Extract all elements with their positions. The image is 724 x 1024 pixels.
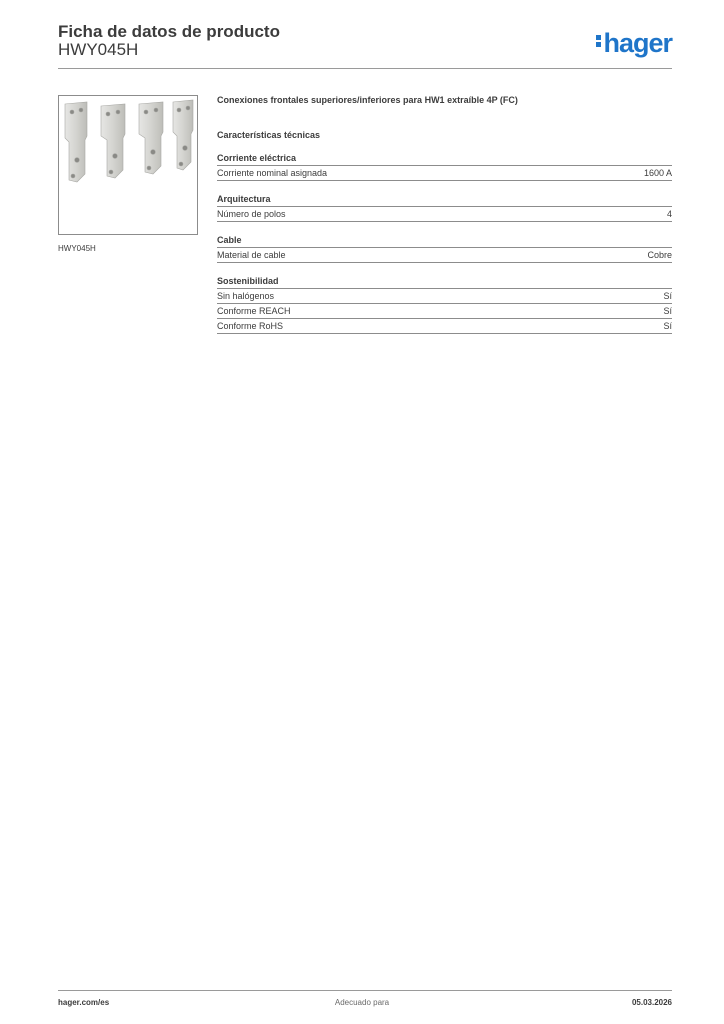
footer-date: 05.03.2026 xyxy=(631,998,672,1007)
bar-3 xyxy=(139,102,163,174)
spec-value: Sí xyxy=(663,321,672,331)
spec-row xyxy=(217,248,672,263)
group-title: Sostenibilidad xyxy=(217,276,672,289)
footer-center-text: Adecuado para xyxy=(334,998,390,1007)
group-title: Arquitectura xyxy=(217,194,672,207)
spec-value: Sí xyxy=(663,291,672,301)
bar-1 xyxy=(65,102,87,182)
footer-divider xyxy=(58,990,672,991)
footer-website-link[interactable]: hager.com/es xyxy=(58,998,110,1007)
spec-group-cable xyxy=(217,235,672,263)
group-title: Cable xyxy=(217,235,672,248)
spec-label: Material de cable xyxy=(217,250,286,260)
document-title: Ficha de datos de producto xyxy=(58,22,280,41)
spec-label: Conforme REACH xyxy=(217,306,291,316)
spec-label: Número de polos xyxy=(217,209,286,219)
header-divider xyxy=(58,68,672,69)
logo-dots-icon xyxy=(596,33,601,49)
spec-row xyxy=(217,207,672,222)
spec-row xyxy=(217,304,672,319)
spec-group-electric-current xyxy=(217,153,672,181)
spec-value: Cobre xyxy=(647,250,672,260)
spec-group-sustainability xyxy=(217,276,672,334)
spec-label: Corriente nominal asignada xyxy=(217,168,328,178)
spec-value: Sí xyxy=(663,306,672,316)
product-description: Conexiones frontales superiores/inferiores para HW1 extraíble 4P (FC) xyxy=(217,95,518,105)
spec-label: Sin halógenos xyxy=(217,291,275,301)
section-title: Características técnicas xyxy=(217,130,321,140)
bar-4 xyxy=(173,100,193,170)
spec-value: 4 xyxy=(666,209,672,219)
logo-text: hager xyxy=(603,28,672,58)
image-caption: HWY045H xyxy=(58,244,96,253)
spec-value: 1600 A xyxy=(643,168,672,178)
group-title: Corriente eléctrica xyxy=(217,153,672,166)
connector-bars-icon xyxy=(59,96,197,234)
product-code: HWY045H xyxy=(58,40,139,59)
spec-row xyxy=(217,319,672,334)
product-image xyxy=(58,95,198,235)
spec-group-architecture xyxy=(217,194,672,222)
spec-label: Conforme RoHS xyxy=(217,321,284,331)
spec-content xyxy=(217,95,672,334)
spec-row xyxy=(217,289,672,304)
spec-row xyxy=(217,166,672,181)
bar-2 xyxy=(101,104,125,178)
hager-logo xyxy=(596,28,672,59)
